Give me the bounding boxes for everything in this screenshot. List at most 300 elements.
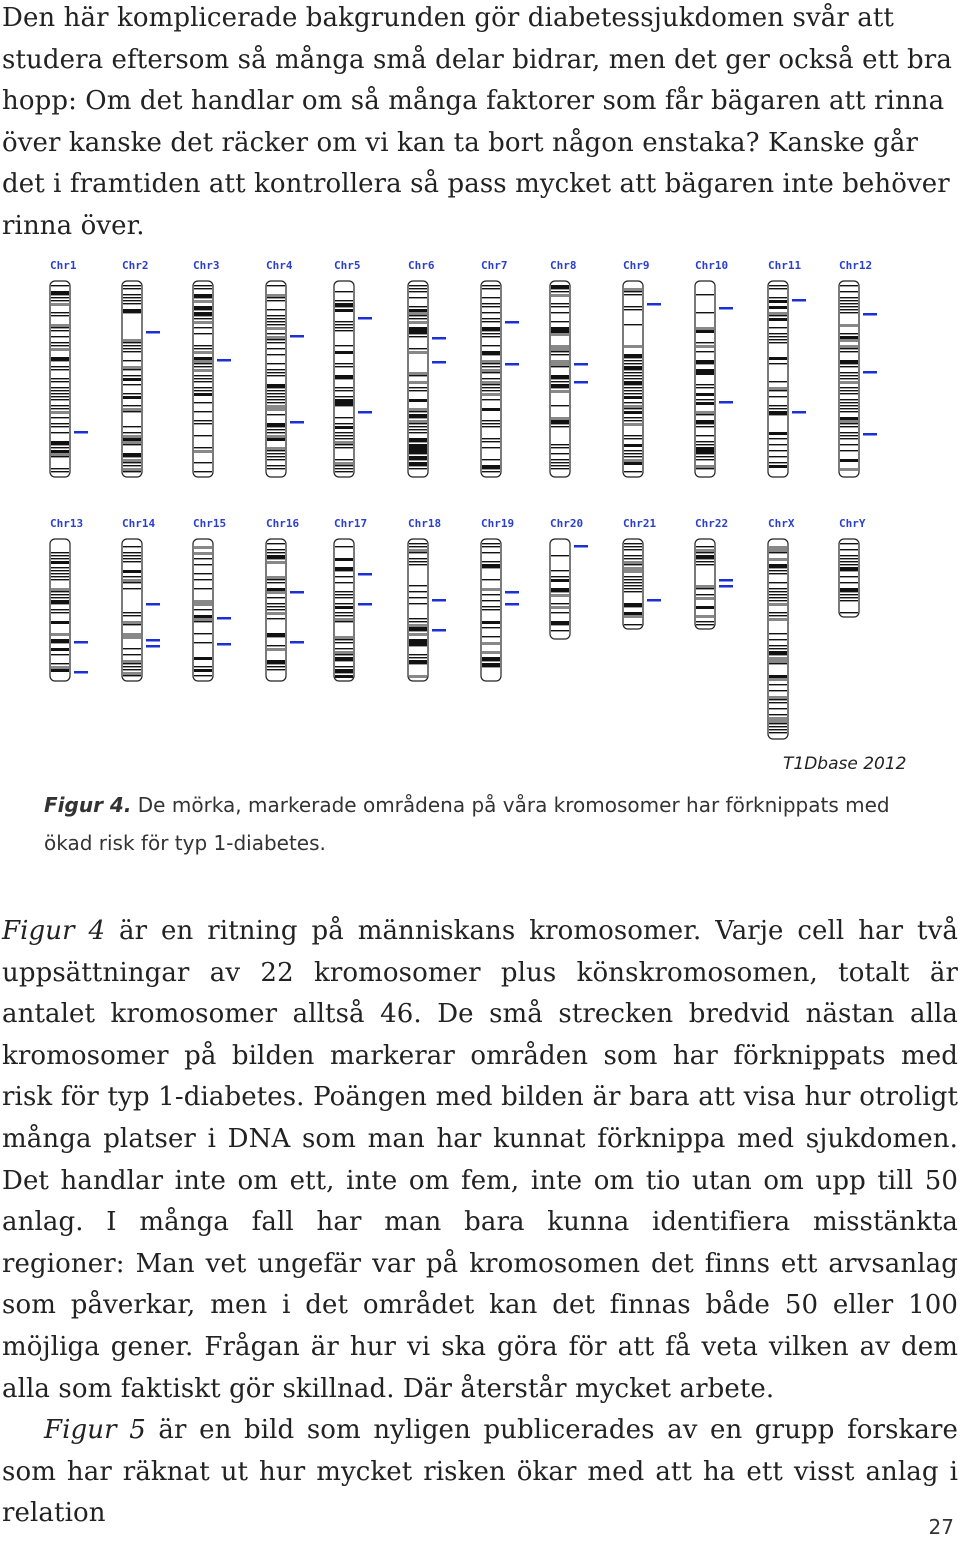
chromosome-band (335, 321, 353, 322)
chromosome-band (482, 600, 500, 601)
chromosome-band (267, 384, 285, 387)
chromosome-band (696, 621, 714, 622)
chromosome-band (123, 459, 141, 462)
chromosome-band (335, 324, 353, 325)
chromosome-band (267, 432, 285, 433)
chromosome-band (409, 420, 427, 423)
chromosome-band (267, 369, 285, 370)
chromosome-band (551, 444, 569, 445)
chromosome-band (335, 330, 353, 331)
chromosome-band (482, 606, 500, 607)
chromosome-band (551, 588, 569, 591)
chromosome-band (51, 669, 69, 672)
chromosome-band (551, 555, 569, 556)
chromosome-band (123, 612, 141, 613)
chromosome-band (696, 624, 714, 625)
chromosome-band (267, 315, 285, 316)
chromosome-figure (40, 252, 920, 772)
risk-marker (74, 641, 88, 644)
chromosome-band (840, 450, 858, 451)
chromosome-band (409, 423, 427, 424)
chromosome-band (194, 573, 212, 574)
chromosome-band (482, 327, 500, 330)
chromosome-band (551, 381, 569, 382)
chromosome-band (51, 348, 69, 351)
chromosome-band (840, 426, 858, 427)
chromosome-band (409, 447, 427, 450)
chromosome-band (769, 603, 787, 606)
chromosome-band (335, 405, 353, 406)
chromosome-band (51, 450, 69, 453)
chromosome-band (769, 318, 787, 321)
chromosome-band (482, 351, 500, 354)
chromosome-band (409, 660, 427, 663)
chromosome-band (409, 564, 427, 565)
chromosome-band (123, 675, 141, 676)
chromosome-band (123, 345, 141, 346)
chromosome-band (840, 291, 858, 292)
chromosome-band (624, 369, 642, 370)
chromosome-band (551, 360, 569, 363)
chromosome-body (408, 539, 428, 681)
risk-marker (863, 313, 877, 316)
chromosome-band (194, 312, 212, 315)
chromosome-band (769, 327, 787, 328)
chromosome-band (51, 396, 69, 397)
chromosome-band (409, 348, 427, 349)
chromosome-band (482, 426, 500, 427)
chromosome-band (409, 468, 427, 469)
chromosome-band (194, 420, 212, 421)
chromosome-band (194, 564, 212, 565)
chromosome-band (194, 378, 212, 379)
chromosome-band (482, 660, 500, 661)
chromosome-band (696, 558, 714, 559)
chromosome-band (267, 354, 285, 355)
chromosome-band (267, 459, 285, 460)
chromosome-band (51, 552, 69, 553)
chromosome-band (840, 363, 858, 364)
chromosome-band (51, 366, 69, 367)
chromosome-band (551, 378, 569, 379)
chromosome-band (840, 375, 858, 376)
chromosome-band (335, 558, 353, 561)
chromosome-label: Chr8 (550, 259, 577, 272)
chromosome-band (551, 417, 569, 420)
chromosome-band (840, 390, 858, 391)
chromosome-band (551, 591, 569, 592)
chromosome-band (123, 384, 141, 385)
chromosome-band (769, 573, 787, 574)
chromosome-band (482, 663, 500, 666)
chromosome-band (335, 471, 353, 472)
chromosome-band (482, 372, 500, 373)
chromosome-band (624, 387, 642, 388)
chromosome-band (409, 390, 427, 391)
chromosome-band (769, 297, 787, 298)
chromosome-band (51, 378, 69, 379)
chromosome-band (482, 657, 500, 660)
chromosome-band (769, 645, 787, 646)
chromosome-band (51, 426, 69, 427)
chromosome-band (335, 675, 353, 678)
chromosome-band (335, 432, 353, 433)
chromosome-band (624, 612, 642, 615)
chromosome-band (482, 564, 500, 567)
chromosome-band (409, 309, 427, 312)
chromosome-band (335, 417, 353, 418)
chromosome-band (51, 312, 69, 313)
chromosome-band (769, 546, 787, 549)
chromosome-band (551, 624, 569, 625)
chromosome-band (267, 558, 285, 559)
chromosome-band (409, 585, 427, 586)
chromosome-band (51, 603, 69, 604)
chromosome-band (51, 642, 69, 643)
chromosome-band (194, 351, 212, 354)
chromosome-band (51, 393, 69, 394)
chromosome-band (267, 405, 285, 408)
chromosome-band (409, 627, 427, 630)
chromosome-label: Chr4 (266, 259, 293, 272)
chromosome-band (551, 462, 569, 463)
chromosome-band (51, 432, 69, 433)
chromosome-band (123, 561, 141, 562)
chromosome-band (696, 393, 714, 396)
chromosome-band (409, 288, 427, 289)
chromosome-band (123, 444, 141, 445)
chromosome-band (696, 411, 714, 414)
chromosome-band (194, 462, 212, 463)
chromosome-band (194, 366, 212, 367)
chromosome-band (335, 327, 353, 328)
chromosome-band (840, 468, 858, 471)
risk-marker (358, 603, 372, 606)
chromosome-band (482, 579, 500, 580)
chromosome-band (624, 603, 642, 606)
chromosome-band (482, 393, 500, 396)
chromosome-band (551, 288, 569, 289)
chromosome-band (335, 378, 353, 379)
chromosome-band (840, 312, 858, 313)
chromosome-band (482, 567, 500, 568)
chromosome-band (51, 444, 69, 445)
chromosome-band (696, 468, 714, 469)
chromosome-band (840, 372, 858, 373)
chromosome-band (194, 345, 212, 346)
chromosome-band (551, 570, 569, 571)
chromosome-band (482, 468, 500, 469)
chromosome-band (840, 297, 858, 298)
risk-marker (290, 641, 304, 644)
chromosome-band (123, 654, 141, 655)
chromosome-band (696, 444, 714, 445)
chromosome-band (840, 591, 858, 592)
chromosome-band (769, 678, 787, 681)
chromosome-band (769, 618, 787, 621)
figure-caption (44, 786, 904, 862)
chromosome-band (194, 315, 212, 316)
chromosome-band (123, 438, 141, 441)
chromosome-band (194, 297, 212, 298)
chromosome-band (51, 468, 69, 469)
chromosome-label: Chr2 (122, 259, 149, 272)
chromosome-band (840, 300, 858, 301)
chromosome-band (769, 408, 787, 409)
chromosome-band (840, 423, 858, 424)
chromosome-band (409, 375, 427, 376)
chromosome-band (123, 633, 141, 636)
chromosome-label: Chr16 (266, 517, 300, 530)
chromosome-band (696, 387, 714, 388)
chromosome-band (624, 555, 642, 556)
chromosome-band (194, 666, 212, 667)
chromosome-band (769, 714, 787, 715)
chromosome-band (696, 414, 714, 415)
chromosome-band (51, 633, 69, 636)
chromosome-band (769, 411, 787, 414)
risk-marker (432, 629, 446, 632)
chromosome-band (51, 387, 69, 388)
chromosome-band (624, 291, 642, 292)
chromosome-band (482, 471, 500, 472)
chromosome-band (769, 615, 787, 616)
risk-marker (146, 603, 160, 606)
chromosome-band (482, 543, 500, 544)
chromosome-band (123, 360, 141, 361)
chromosome-band (123, 369, 141, 370)
chromosome-band (696, 312, 714, 313)
chromosome-band (482, 345, 500, 346)
risk-marker (574, 363, 588, 366)
chromosome-band (482, 390, 500, 391)
chromosome-band (335, 387, 353, 388)
chromosome-band (409, 285, 427, 286)
chromosome-band (194, 642, 212, 643)
chromosome-band (551, 426, 569, 427)
chromosome-band (123, 378, 141, 381)
chromosome-band (551, 294, 569, 297)
chromosome-band (267, 576, 285, 579)
chromosome-band (409, 291, 427, 292)
chromosome-band (51, 357, 69, 360)
chromosome-band (624, 390, 642, 391)
chromosome-band (267, 324, 285, 325)
risk-marker (146, 645, 160, 648)
chromosome-band (409, 333, 427, 334)
chromosome-band (696, 345, 714, 348)
chromosome-band (696, 441, 714, 442)
chromosome-band (482, 636, 500, 637)
chromosome-band (696, 420, 714, 423)
chromosome-band (551, 576, 569, 577)
chromosome-band (769, 696, 787, 699)
chromosome-band (51, 579, 69, 580)
chromosome-band (409, 645, 427, 646)
chromosome-band (51, 360, 69, 361)
chromosome-band (840, 339, 858, 342)
chromosome-band (769, 594, 787, 595)
chromosome-band (840, 399, 858, 400)
chromosome-band (123, 468, 141, 471)
chromosome-band (482, 360, 500, 363)
chromosome-band (123, 558, 141, 559)
chromosome-band (335, 300, 353, 301)
chromosome-band (482, 381, 500, 384)
chromosome-band (267, 285, 285, 286)
chromosome-band (840, 582, 858, 583)
body-paragraph-2 (2, 1410, 958, 1535)
chromosome-band (335, 291, 353, 292)
chromosome-band (840, 387, 858, 388)
chromosome-band (696, 459, 714, 460)
chromosome-band (769, 648, 787, 649)
chromosome-band (551, 366, 569, 367)
chromosome-band (409, 621, 427, 622)
chromosome-band (194, 333, 212, 334)
chromosome-band (335, 468, 353, 469)
chromosome-band (409, 432, 427, 433)
chromosome-band (123, 660, 141, 663)
chromosome-band (267, 321, 285, 322)
chromosome-band (267, 318, 285, 319)
chromosome-band (194, 669, 212, 672)
chromosome-band (267, 447, 285, 450)
chromosome-band (51, 390, 69, 391)
risk-marker (719, 579, 733, 582)
chromosome-band (482, 297, 500, 298)
chromosome-band (335, 366, 353, 367)
chromosome-label: Chr18 (408, 517, 442, 530)
risk-marker (647, 599, 661, 602)
chromosome-band (194, 309, 212, 310)
chromosome-band (51, 561, 69, 564)
chromosome-band (51, 609, 69, 610)
chromosome-band (267, 297, 285, 298)
chromosome-band (51, 600, 69, 603)
chromosome-band (335, 447, 353, 448)
chromosome-band (482, 333, 500, 334)
chromosome-band (696, 552, 714, 553)
chromosome-band (769, 657, 787, 660)
chromosome-band (51, 639, 69, 642)
chromosome-label: Chr5 (334, 259, 361, 272)
chromosome-band (335, 441, 353, 444)
chromosome-band (696, 327, 714, 330)
chromosome-band (123, 285, 141, 286)
chromosome-band (696, 615, 714, 618)
chromosome-band (840, 402, 858, 403)
chromosome-band (769, 363, 787, 364)
chromosome-band (769, 651, 787, 654)
figure-4-reference: Figur 4 (2, 916, 106, 946)
chromosome-band (267, 408, 285, 411)
chromosome-band (624, 393, 642, 394)
chromosome-band (267, 636, 285, 637)
chromosome-band (624, 453, 642, 454)
chromosome-band (51, 291, 69, 294)
chromosome-band (840, 408, 858, 409)
chromosome-band (482, 399, 500, 400)
chromosome-band (769, 591, 787, 592)
chromosome-band (482, 552, 500, 553)
chromosome-band (409, 318, 427, 319)
risk-marker (719, 585, 733, 588)
chromosome-band (624, 405, 642, 408)
chromosome-band (267, 348, 285, 349)
risk-marker (505, 591, 519, 594)
chromosome-band (624, 582, 642, 583)
chromosome-band (482, 363, 500, 364)
chromosome-band (51, 327, 69, 328)
chromosome-band (769, 726, 787, 727)
chromosome-band (409, 675, 427, 678)
chromosome-band (840, 333, 858, 334)
chromosome-band (123, 570, 141, 573)
chromosome-band (409, 327, 427, 330)
risk-marker (74, 671, 88, 674)
chromosome-band (482, 387, 500, 388)
chromosome-band (194, 675, 212, 676)
chromosome-band (624, 558, 642, 559)
chromosome-band (409, 321, 427, 324)
chromosome-band (624, 456, 642, 457)
chromosome-band (123, 366, 141, 369)
chromosome-band (194, 615, 212, 618)
risk-marker (290, 591, 304, 594)
chromosome-band (335, 570, 353, 571)
risk-marker (719, 307, 733, 310)
chromosome-band (409, 459, 427, 460)
body-paragraph-1 (2, 911, 958, 1410)
chromosome-band (769, 558, 787, 561)
chromosome-band (123, 297, 141, 298)
chromosome-band (769, 717, 787, 720)
chromosome-band (267, 342, 285, 343)
chromosome-band (267, 603, 285, 604)
chromosome-band (194, 288, 212, 289)
chromosome-band (551, 420, 569, 423)
chromosome-band (335, 657, 353, 660)
risk-marker (358, 317, 372, 320)
risk-marker (863, 371, 877, 374)
chromosome-band (123, 339, 141, 342)
risk-marker (74, 431, 88, 434)
chromosome-band (51, 381, 69, 382)
chromosome-band (482, 594, 500, 595)
chromosome-band (624, 450, 642, 451)
chromosome-band (840, 309, 858, 310)
chromosome-band (409, 465, 427, 466)
chromosome-band (624, 420, 642, 421)
chromosome-band (840, 303, 858, 304)
chromosome-band (335, 345, 353, 346)
chromosome-band (840, 285, 858, 286)
chromosome-band (409, 315, 427, 316)
chromosome-band (335, 639, 353, 640)
chromosome-body (122, 539, 142, 681)
chromosome-band (409, 417, 427, 418)
chromosome-band (267, 555, 285, 558)
chromosome-band (482, 366, 500, 367)
chromosome-band (51, 576, 69, 577)
chromosome-band (551, 375, 569, 378)
chromosome-band (624, 546, 642, 547)
chromosome-band (267, 372, 285, 373)
chromosome-band (123, 456, 141, 457)
risk-marker (505, 321, 519, 324)
risk-marker (217, 359, 231, 362)
